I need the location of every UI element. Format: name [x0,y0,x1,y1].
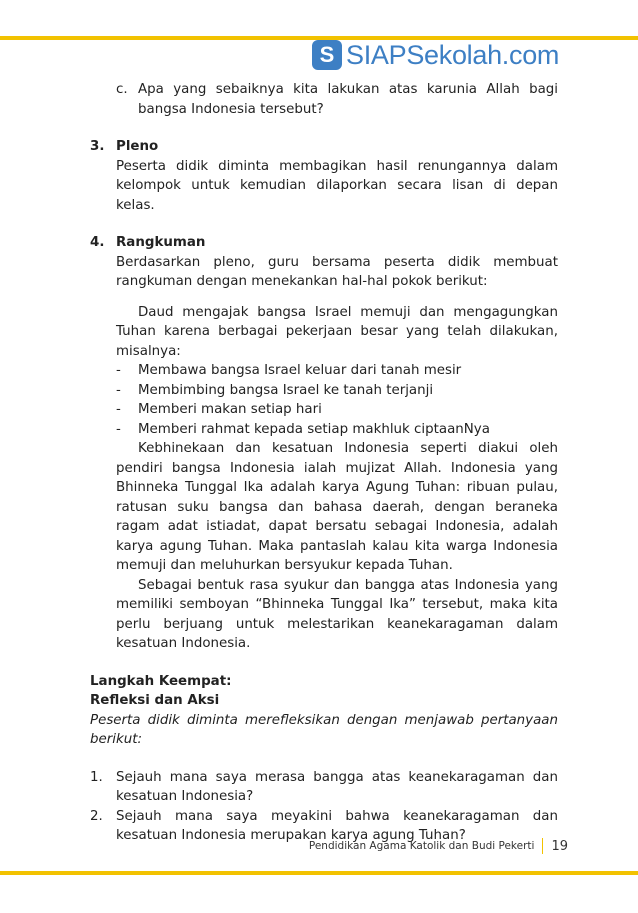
section-rangkuman [90,233,558,654]
bottom-accent-bar [0,871,638,875]
list-item: - Membawa bangsa Israel keluar dari tanah mesir [116,363,462,378]
page-footer [309,838,568,854]
page-number: 19 [551,838,568,854]
watermark-text: SIAPSekolah.com [346,39,560,70]
step-subheading: Refleksi dan Aksi [90,693,220,708]
list-item: - Memberi rahmat kepada setiap makhluk ciptaanNya [116,421,490,437]
summary-paragraph: Kebhinekaan dan kesatuan Indonesia seperti diakui oleh pendiri bangsa Indonesia ialah mujizat Allah. Indonesia yang Bhinneka Tunggal Ika adalah karya Agung Tuhan: ribuan pulau, ratusan suku bangsa dan bahasa daerah, dengan beraneka ragam adat istiadat, dapat bersatu sebagai Indonesia, adalah karya agung Tuhan. Maka pantaslah kalau kita warga Indonesia memuji dan meluhurkan bersyukur kepada Tuhan. [116,441,558,573]
step-instruction: Peserta didik diminta merefleksikan dengan menjawab pertanyaan berikut: [90,712,558,747]
reflection-question: 2. Sejauh mana saya meyakini bahwa keanekaragaman dan kesatuan Indonesia merupakan karya agung Tuhan? [90,808,558,843]
section-number: 3. [90,139,105,154]
watermark-badge: S [312,40,342,70]
section-title: Pleno [116,139,159,154]
summary-list [116,361,558,439]
reflection-question: 1. Sejauh mana saya merasa bangga atas keanekaragaman dan kesatuan Indonesia? [90,769,558,804]
page-content [90,80,558,846]
item-text: Apa yang sebaiknya kita lakukan atas karunia Allah bagi bangsa Indonesia tersebut? [138,82,558,117]
step-heading: Langkah Keempat: [90,673,232,689]
question-item-c [90,80,558,119]
summary-paragraph: Daud mengajak bangsa Israel memuji dan mengagungkan Tuhan karena berbagai pekerjaan besar yang telah dilakukan, misalnya: [116,304,558,359]
list-item: - Membimbing bangsa Israel ke tanah terjanji [116,382,434,398]
book-title: Pendidikan Agama Katolik dan Budi Pekerti [308,840,535,852]
section-text: Peserta didik diminta membagikan hasil renungannya dalam kelompok untuk kemudian dilaporkan secara lisan di depan kelas. [116,158,558,213]
section-pleno [90,137,558,215]
footer-divider [542,838,543,854]
summary-paragraph: Sebagai bentuk rasa syukur dan bangga atas Indonesia yang memiliki semboyan “Bhinneka Tunggal Ika” tersebut, maka kita perlu berjuang untuk melestarikan keanekaragaman dalam kesatuan Indonesia. [116,577,558,651]
section-title: Rangkuman [116,235,206,250]
section-number: 4. [90,235,105,250]
list-item: - Memberi makan setiap hari [116,402,322,417]
section-intro: Berdasarkan pleno, guru bersama peserta didik membuat rangkuman dengan menekankan hal-hal pokok berikut: [116,254,558,289]
item-label: c. [116,82,128,97]
watermark-logo [312,38,559,72]
